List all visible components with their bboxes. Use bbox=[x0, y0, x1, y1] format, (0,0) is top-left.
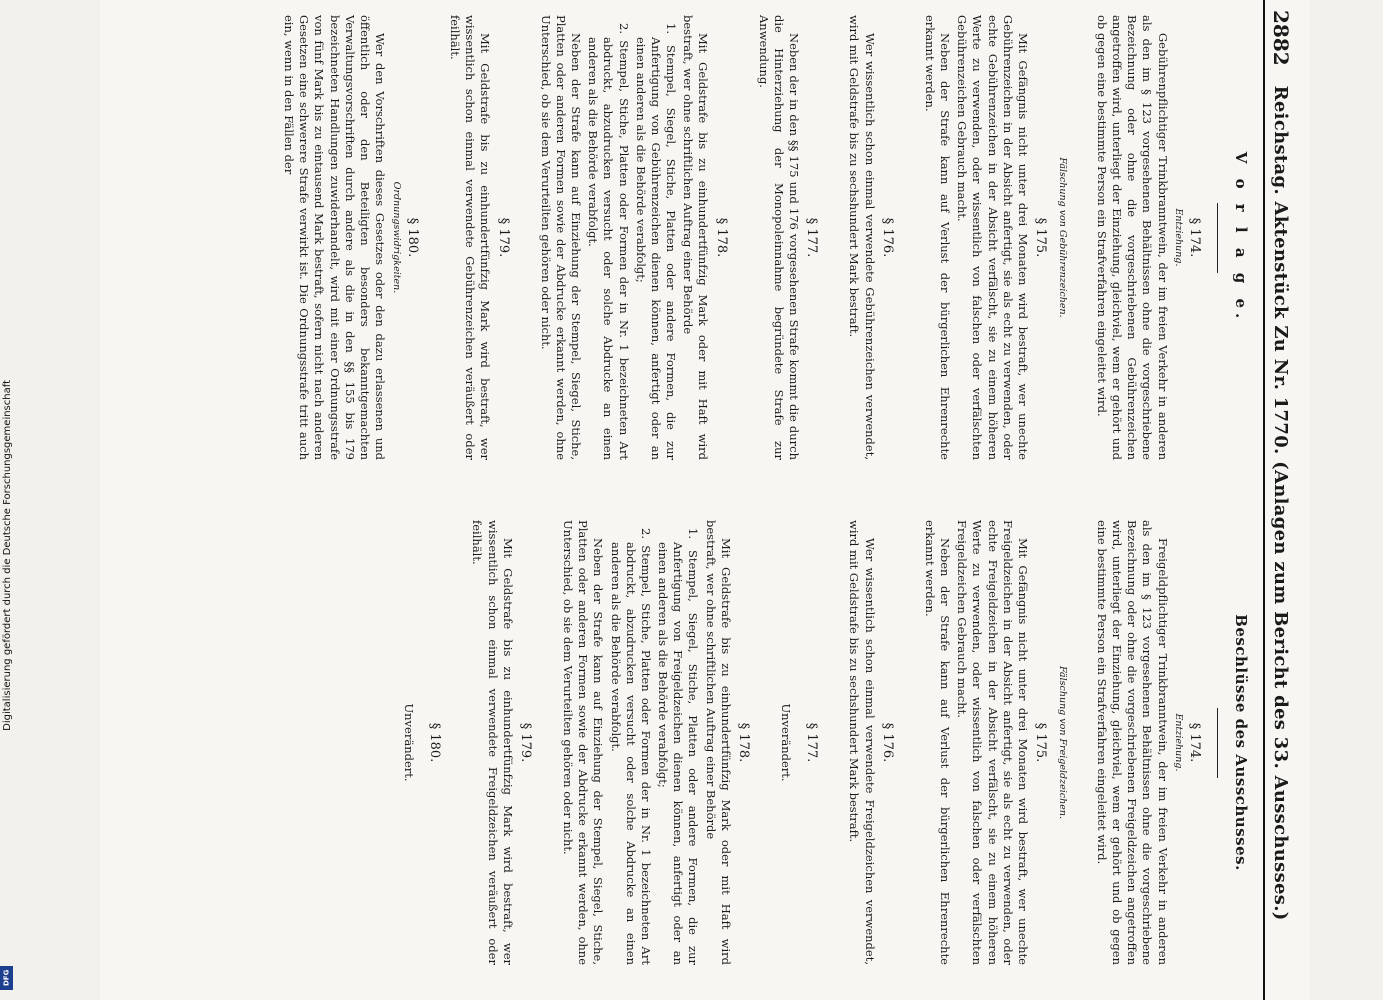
section-title: § 180. bbox=[427, 722, 443, 763]
section-subtitle: Fälschung von Freigeldzeichen. bbox=[1056, 665, 1068, 819]
section-text: Mit Geldstrafe bis zu einhundertfünfzig Mark wird bestraft, wer wissentlich schon einmal verwendete Gebührenzeichen veräußert oder feilhält. bbox=[448, 15, 493, 460]
section-text: Wer den Vorschriften dieses Gesetzes oder den dazu erlassenen und öffentlich oder den Beteiligten besonders bekanntgemachten Verwaltungsvorschriften durch andere als die in den §§ 155 bis 179 bezeichneten Handlungen zuwiderhandelt, wird mit einer Ordnungsstrafe von fünf Mark bis zu eintausend Mark bestraft, sofern nicht nach anderen Gesetzen eine schwerere Strafe verwirkt ist. Die Ordnungsstrafe tritt auch ein, wenn in den Fällen der bbox=[282, 15, 388, 460]
section-title: § 176. bbox=[879, 217, 895, 258]
section-title: § 176. bbox=[879, 722, 895, 763]
section-title: § 175. bbox=[1033, 217, 1049, 258]
section-subtitle: Entziehung. bbox=[1173, 713, 1185, 772]
section-text: Mit Gefängnis nicht unter drei Monaten wird bestraft, wer unechte Gebührenzeichen in der Absicht anfertigt, sie als echt zu verwenden, oder echte Gebührenzeichen in der Absicht verfälscht, sie zu einem höheren Werte zu verwenden, oder wissentlich von falschen oder verfälschten Gebührenzeichen Gebrauch macht. bbox=[955, 15, 1030, 460]
section-title: § 174. bbox=[1187, 722, 1203, 763]
document-page bbox=[100, 0, 1310, 1000]
list-item: 1. Stempel, Siegel, Stiche, Platten oder andere Formen, die zur Anfertigung von Freigeldzeichen dienen können, anfertigt oder an einen anderen als die Behörde verabfolgt; bbox=[656, 528, 701, 965]
column-vorlage bbox=[279, 15, 1250, 460]
section-text: Gebührenpflichtiger Trinkbranntwein, der im freien Verkehr in anderen als den im § 123 vorgesehenen Behältnissen ohne die vorgeschriebene Bezeichnung oder ohne die vorgeschriebenen Gebührenzeichen angetroffen wird, unterliegt der Einziehung, gleichviel, wem er gehört und ob gegen eine bestimmte Person ein Strafverfahren eingeleitet wird. bbox=[1094, 15, 1170, 460]
section-text: Mit Geldstrafe bis zu einhundertfünfzig Mark wird bestraft, wer wissentlich schon einmal verwendete Freigeldzeichen veräußert oder feilhält. bbox=[470, 520, 515, 965]
section-title: § 175. bbox=[1033, 722, 1049, 763]
section-text: Neben der Strafe kann auf Verlust der bürgerlichen Ehrenrechte erkannt werden. bbox=[922, 15, 953, 460]
column-heading: V o r l a g e. bbox=[1232, 151, 1250, 324]
section-text: Neben der Strafe kann auf Verlust der bürgerlichen Ehrenrechte erkannt werden. bbox=[922, 520, 953, 965]
divider bbox=[1217, 203, 1218, 273]
dfg-logo: DFG bbox=[0, 966, 13, 990]
section-text: Neben der Strafe kann auf Einziehung der Stempel, Siegel, Stiche, Platten oder anderen Formen sowie der Abdrucke erkannt werden, ohne Unterschied, ob sie dem Verurteilten gehören oder nicht. bbox=[538, 15, 584, 460]
section-title: § 179. bbox=[517, 722, 533, 763]
section-text: Mit Geldstrafe bis zu einhundertfünfzig Mark oder mit Haft wird bestraft, wer ohne schriftlichen Auftrag einer Behörde bbox=[703, 520, 733, 965]
section-subtitle: Entziehung. bbox=[1173, 208, 1185, 267]
section-text: Freigeldpflichtiger Trinkbranntwein, der im freien Verkehr in anderen als den im § 123 vorgesehenen Behältnissen ohne die vorgeschriebene Bezeichnung oder ohne die vorgeschriebenen Freigeldzeichen angetroffen wird, unterliegt der Einziehung, gleichviel, wem er gehört und ob gegen eine bestimmte Person ein Strafverfahren eingeleitet wird. bbox=[1094, 520, 1170, 965]
section-title: § 177. bbox=[804, 722, 820, 763]
unchanged-note: Unverändert. bbox=[402, 703, 417, 782]
column-beschluesse bbox=[391, 520, 1250, 965]
section-title: § 174. bbox=[1187, 217, 1203, 258]
column-heading: Beschlüsse des Ausschusses. bbox=[1232, 614, 1250, 871]
list-item: 2. Stempel, Stiche, Platten oder Formen der in Nr. 1 bezeichneten Art abdruckt, abzudrucken versucht oder solche Abdrucke an einen anderen als die Behörde verabfolgt. bbox=[608, 528, 653, 965]
section-subtitle: Ordnungswidrigkeiten. bbox=[390, 181, 402, 294]
list-item: 2. Stempel, Stiche, Platten oder Formen der in Nr. 1 bezeichneten Art abdruckt, abzudrucken versucht oder solche Abdrucke an einen anderen als die Behörde verabfolgt. bbox=[586, 23, 631, 460]
section-title: § 178. bbox=[713, 217, 729, 258]
digitization-credit: Digitalisierung gefördert durch die Deutsche Forschungsgemeinschaft bbox=[2, 380, 13, 731]
section-text: Neben der Strafe kann auf Einziehung der Stempel, Siegel, Stiche, Platten oder anderen Formen sowie der Abdrucke erkannt werden, ohne Unterschied, ob sie dem Verurteilten gehören oder nicht. bbox=[561, 520, 606, 965]
list-item: 1. Stempel, Siegel, Stiche, Platten oder andere Formen, die zur Anfertigung von Gebührenzeichen dienen können, anfertigt oder an einen anderen als die Behörde verabfolgt; bbox=[633, 23, 679, 460]
section-text: Wer wissentlich schon einmal verwendete Gebührenzeichen verwendet, wird mit Geldstrafe bis zu sechshundert Mark bestraft. bbox=[847, 15, 877, 460]
section-title: § 180. bbox=[404, 217, 420, 258]
page-header bbox=[1263, 0, 1302, 1000]
section-text: Mit Gefängnis nicht unter drei Monaten wird bestraft, wer unechte Freigeldzeichen in der Absicht anfertigt, sie als echt zu verwenden, oder echte Freigeldzeichen in der Absicht verfälscht, sie zu einem höheren Werte zu verwenden, oder wissentlich von falschen oder verfälschten Freigeldzeichen Gebrauch macht. bbox=[955, 520, 1030, 965]
section-title: § 179. bbox=[495, 217, 511, 258]
section-subtitle: Fälschung von Gebührenzeichen. bbox=[1056, 157, 1068, 318]
section-text: Neben der in den §§ 175 und 176 vorgesehenen Strafe kommt die durch die Hinterziehung der Monopoleinnahme begründete Strafe zur Anwendung. bbox=[756, 15, 802, 460]
divider bbox=[1217, 708, 1218, 778]
section-title: § 178. bbox=[735, 722, 751, 763]
page-number: 2882 bbox=[1269, 10, 1294, 66]
section-text: Mit Geldstrafe bis zu einhundertfünfzig Mark oder mit Haft wird bestraft, wer ohne schriftlichen Auftrag einer Behörde bbox=[681, 15, 711, 460]
section-text: Wer wissentlich schon einmal verwendete Freigeldzeichen verwendet, wird mit Geldstrafe bis zu sechshundert Mark bestraft. bbox=[847, 520, 877, 965]
section-title: § 177. bbox=[804, 217, 820, 258]
unchanged-note: Unverändert. bbox=[779, 703, 794, 782]
page-title: Reichstag. Aktenstück Zu Nr. 1770. (Anlagen zum Bericht des 33. Ausschusses.) bbox=[1269, 85, 1291, 921]
